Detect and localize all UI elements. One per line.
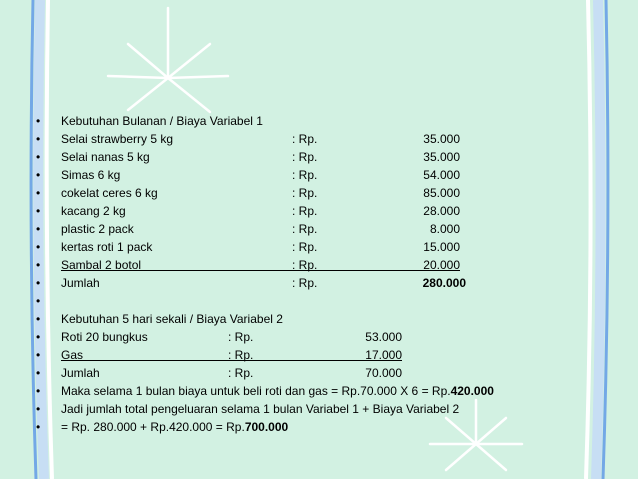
summary-line: Jadi jumlah total pengeluaran selama 1 bulan Variabel 1 + Biaya Variabel 2	[61, 402, 460, 416]
bullet: •	[36, 294, 41, 308]
section-heading: Kebutuhan 5 hari sekali / Biaya Variabel 2	[61, 312, 283, 326]
bullet: •	[36, 240, 41, 254]
currency-label: : Rp.	[292, 168, 318, 182]
bullet: •	[36, 258, 41, 272]
item-value: 85.000	[423, 186, 460, 200]
currency-label: : Rp.	[292, 150, 318, 164]
item-value: 15.000	[423, 240, 460, 254]
item-value: 54.000	[423, 168, 460, 182]
currency-label: : Rp.	[292, 222, 318, 236]
bullet: •	[36, 222, 41, 236]
bullet: •	[36, 366, 41, 380]
item-value: 17.000	[365, 348, 402, 362]
list-item	[0, 364, 638, 382]
list-item	[0, 292, 638, 310]
list-item	[0, 328, 638, 346]
summary-text: = Rp. 280.000 + Rp.420.000 = Rp.	[61, 420, 245, 434]
item-value: 35.000	[423, 132, 460, 146]
currency-label: : Rp.	[228, 366, 254, 380]
currency-label: : Rp.	[292, 258, 318, 272]
item-value: 20.000	[423, 258, 460, 272]
item-label: kacang 2 kg	[61, 204, 126, 218]
list-item	[0, 130, 638, 148]
item-value: 28.000	[423, 204, 460, 218]
total-label: Jumlah	[61, 276, 100, 290]
list-item	[0, 256, 638, 274]
item-label: plastic 2 pack	[61, 222, 134, 236]
bullet: •	[36, 204, 41, 218]
summary-amount: 700.000	[244, 420, 289, 434]
total-label: Jumlah	[61, 366, 100, 380]
bullet: •	[36, 168, 41, 182]
bullet: •	[36, 312, 41, 326]
list-item	[0, 310, 638, 328]
list-item	[0, 112, 638, 130]
currency-label: : Rp.	[228, 348, 254, 362]
total-value: 70.000	[365, 366, 402, 380]
summary-line	[61, 382, 494, 400]
bullet: •	[36, 402, 41, 416]
bullet: •	[36, 276, 41, 290]
currency-label: : Rp.	[292, 132, 318, 146]
list-item	[0, 148, 638, 166]
list-item	[0, 238, 638, 256]
item-label: Gas	[61, 348, 84, 362]
section-heading: Kebutuhan Bulanan / Biaya Variabel 1	[61, 114, 263, 128]
bullet: •	[36, 114, 41, 128]
list-item	[0, 418, 638, 436]
currency-label: : Rp.	[292, 204, 318, 218]
list-item	[0, 382, 638, 400]
list-item	[0, 220, 638, 238]
summary-line	[61, 418, 288, 436]
list-item	[0, 274, 638, 292]
currency-label: : Rp.	[292, 276, 318, 290]
item-value: 8.000	[429, 222, 460, 236]
currency-label: : Rp.	[292, 186, 318, 200]
item-label: Simas 6 kg	[61, 168, 121, 182]
bullet: •	[36, 132, 41, 146]
bullet: •	[36, 186, 41, 200]
bullet: •	[36, 150, 41, 164]
item-label: Selai strawberry 5 kg	[61, 132, 174, 146]
list-item	[0, 400, 638, 418]
currency-label: : Rp.	[228, 330, 254, 344]
summary-amount: 420.000	[450, 384, 494, 398]
item-label: Sambal 2 botol	[61, 258, 142, 272]
bullet: •	[36, 348, 41, 362]
bullet: •	[36, 384, 41, 398]
list-item	[0, 184, 638, 202]
list-item	[0, 346, 638, 364]
underline-rule	[61, 360, 228, 361]
list-item	[0, 166, 638, 184]
currency-label: : Rp.	[292, 240, 318, 254]
item-label: kertas roti 1 pack	[61, 240, 153, 254]
item-label: cokelat ceres 6 kg	[61, 186, 158, 200]
list-item	[0, 202, 638, 220]
bullet: •	[36, 330, 41, 344]
summary-text: Maka selama 1 bulan biaya untuk beli roti dan gas = Rp.70.000 X 6 = Rp.	[61, 384, 451, 398]
item-value: 35.000	[423, 150, 460, 164]
item-value: 53.000	[365, 330, 402, 344]
total-value: 280.000	[422, 276, 466, 290]
bullet: •	[36, 420, 41, 434]
item-label: Roti 20 bungkus	[61, 330, 148, 344]
item-label: Selai nanas 5 kg	[61, 150, 150, 164]
